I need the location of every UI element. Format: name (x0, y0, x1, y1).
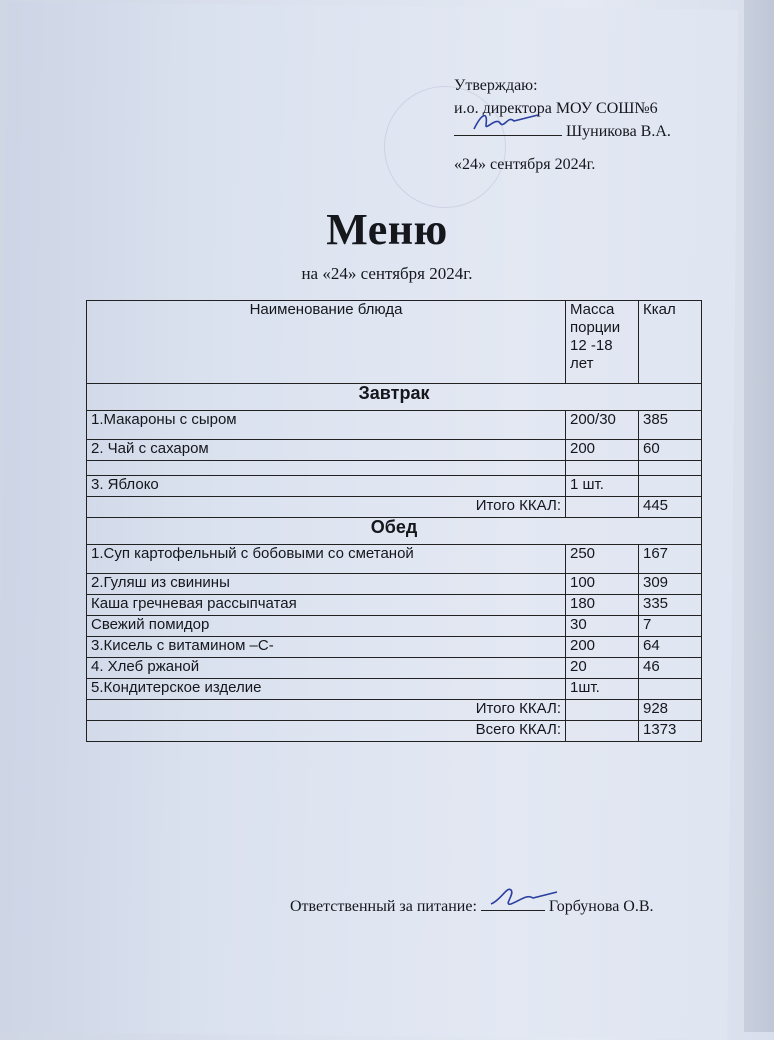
table-row (87, 658, 702, 679)
dish-mass: 200 (566, 637, 639, 658)
dish-mass: 200/30 (566, 411, 639, 440)
page-subtitle: на «24» сентября 2024г. (301, 264, 473, 283)
section-breakfast (87, 384, 702, 411)
dish-kcal: 60 (639, 440, 702, 461)
approver-name: Шуникова В.А. (566, 123, 671, 140)
header-mass: Масса порции 12 -18 лет (566, 301, 639, 384)
table-row (87, 476, 702, 497)
responsible-block (290, 896, 654, 916)
total-label: Итого ККАЛ: (87, 497, 566, 518)
approve-label: Утверждаю: (454, 77, 538, 94)
table-row (87, 595, 702, 616)
dish-kcal: 64 (639, 637, 702, 658)
page-title: Меню (326, 205, 448, 254)
lunch-total-row (87, 700, 702, 721)
dish-mass: 20 (566, 658, 639, 679)
dish-mass: 200 (566, 440, 639, 461)
dish-mass: 100 (566, 574, 639, 595)
director-signature (468, 107, 548, 137)
total-label: Итого ККАЛ: (87, 700, 566, 721)
dish-kcal: 167 (639, 545, 702, 574)
dish-name: Свежий помидор (87, 616, 566, 637)
dish-name: 4. Хлеб ржаной (87, 658, 566, 679)
approval-block (454, 74, 671, 176)
dish-kcal: 309 (639, 574, 702, 595)
empty-row (87, 461, 702, 476)
responsible-signature (481, 880, 561, 910)
header-dish: Наименование блюда (87, 301, 566, 384)
dish-name: Каша гречневая рассыпчатая (87, 595, 566, 616)
section-label: Обед (87, 518, 702, 545)
dish-name: 5.Кондитерское изделие (87, 679, 566, 700)
table-row (87, 637, 702, 658)
dish-kcal (639, 476, 702, 497)
total-value: 445 (639, 497, 702, 518)
total-value: 928 (639, 700, 702, 721)
grand-total-value: 1373 (639, 721, 702, 742)
approver-position: и.о. директора МОУ СОШ№6 (454, 100, 658, 117)
dish-name: 3.Кисель с витамином –С- (87, 637, 566, 658)
responsible-signature-line (481, 896, 545, 911)
dish-name: 3. Яблоко (87, 476, 566, 497)
dish-mass: 250 (566, 545, 639, 574)
dish-name: 1.Макароны с сыром (87, 411, 566, 440)
background-edge (744, 0, 774, 1032)
dish-name: 2. Чай с сахаром (87, 440, 566, 461)
dish-mass: 180 (566, 595, 639, 616)
table-header-row (87, 301, 702, 384)
table-row (87, 616, 702, 637)
dish-mass: 1шт. (566, 679, 639, 700)
dish-kcal (639, 679, 702, 700)
approver-signature-line (454, 120, 671, 143)
dish-kcal: 335 (639, 595, 702, 616)
menu-table (86, 300, 702, 742)
table-row (87, 574, 702, 595)
grand-total-row (87, 721, 702, 742)
table-row (87, 545, 702, 574)
responsible-name: Горбунова О.В. (548, 898, 654, 915)
header-kcal: Ккал (639, 301, 702, 384)
table-row (87, 679, 702, 700)
dish-kcal: 46 (639, 658, 702, 679)
dish-name: 1.Суп картофельный с бобовыми со сметаной (87, 545, 566, 574)
table-row (87, 440, 702, 461)
section-lunch (87, 518, 702, 545)
dish-mass: 1 шт. (566, 476, 639, 497)
responsible-label: Ответственный за питание: (290, 898, 477, 915)
breakfast-total-row (87, 497, 702, 518)
dish-kcal: 7 (639, 616, 702, 637)
table-row (87, 411, 702, 440)
signature-underline (454, 121, 562, 136)
section-label: Завтрак (87, 384, 702, 411)
approval-date: «24» сентября 2024г. (454, 156, 596, 173)
dish-kcal: 385 (639, 411, 702, 440)
dish-mass: 30 (566, 616, 639, 637)
grand-total-label: Всего ККАЛ: (87, 721, 566, 742)
dish-name: 2.Гуляш из свинины (87, 574, 566, 595)
